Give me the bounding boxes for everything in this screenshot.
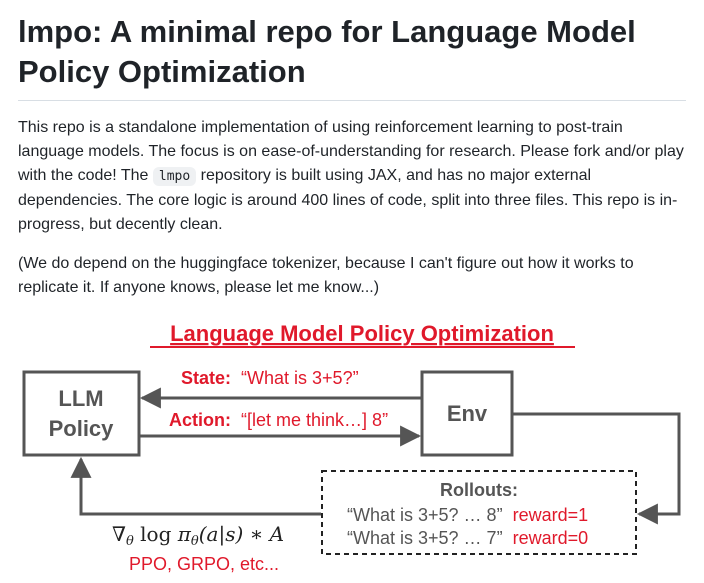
action-text: “[let me think…] 8”	[241, 410, 389, 430]
env-box-label: Env	[446, 401, 488, 426]
repo-code: lmpo	[153, 167, 196, 186]
rollout1-text: “What is 3+5? … 8”	[347, 505, 503, 525]
figure-title: Language Model Policy Optimization	[170, 321, 554, 346]
intro-paragraph	[18, 116, 688, 237]
rollout2-text: “What is 3+5? … 7”	[347, 528, 503, 548]
rollouts-to-llm-arrow	[81, 459, 321, 514]
llm-box-line2: Policy	[48, 416, 114, 441]
rollout2-reward: reward=0	[512, 528, 589, 548]
algorithms-label: PPO, GRPO, etc...	[128, 554, 280, 574]
page-title: lmpo: A minimal repo for Language Model Policy Optimization	[18, 14, 636, 89]
llm-policy-box	[24, 372, 139, 455]
state-text: “What is 3+5?”	[241, 368, 359, 388]
policy-gradient-formula: $\nabla_\theta$ $\log \pi_\theta(a|s)$ ∗ A	[112, 522, 285, 549]
title-divider	[18, 100, 686, 101]
action-caption	[169, 410, 388, 430]
intro-text-1: This repo is a standalone implementation of using reinforcement learning to post-train language models. The focus is on ease-of-understanding for research. Please fork and/or play with the code! The	[18, 119, 684, 184]
action-label: Action:	[169, 410, 231, 430]
rollout1-reward: reward=1	[512, 505, 589, 525]
rollouts-title: Rollouts:	[440, 480, 518, 500]
intro-text-2: repository is built using JAX, and has no major external dependencies. The core logic is around 400 lines of code, split into three files. This repo is in-progress, but decently clean.	[18, 167, 678, 233]
note-paragraph: (We do depend on the huggingface tokenizer, because I can't figure out how it works to replicate it. If anyone knows, please let me know...)	[18, 255, 634, 296]
state-label: State:	[181, 368, 232, 388]
rollout-row-1	[347, 505, 588, 525]
policy-optimization-diagram	[0, 305, 704, 583]
rollout-row-2	[347, 528, 588, 548]
llm-box-line1: LLM	[58, 386, 104, 411]
state-caption	[181, 368, 359, 388]
